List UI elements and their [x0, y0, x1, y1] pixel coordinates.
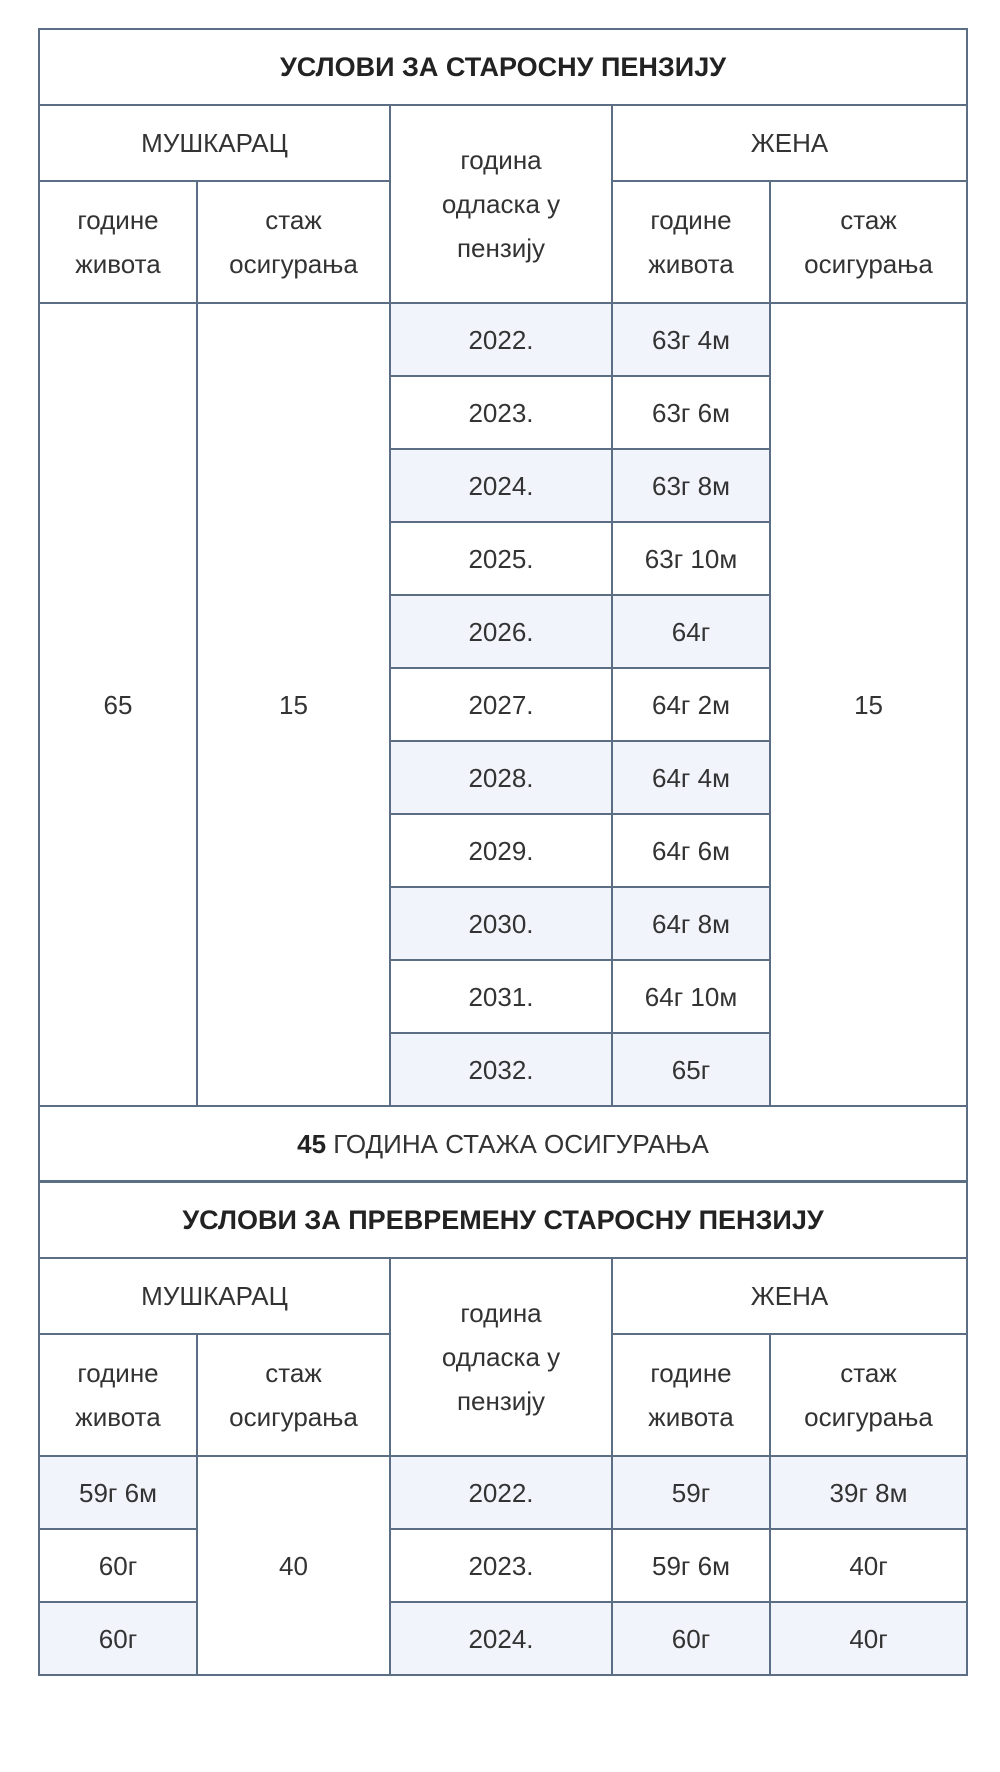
male-service-cell: 40: [197, 1456, 390, 1675]
header-line: године: [77, 1358, 159, 1388]
header-line: живота: [648, 1402, 734, 1432]
retirement-year-header: [390, 105, 612, 303]
female-age-cell: 59г: [612, 1456, 770, 1529]
female-service-header: [770, 181, 967, 303]
year-cell: 2024.: [390, 1602, 612, 1675]
header-line: стаж: [265, 1358, 322, 1388]
header-line: одласка у: [441, 1342, 561, 1372]
year-cell: 2023.: [390, 376, 612, 449]
male-group-header: МУШКАРАЦ: [39, 1258, 390, 1334]
year-cell: 2022.: [390, 303, 612, 376]
header-line: година: [460, 145, 542, 175]
female-age-cell: 63г 8м: [612, 449, 770, 522]
table-title: УСЛОВИ ЗА СТАРОСНУ ПЕНЗИЈУ: [39, 29, 967, 105]
male-age-cell: 60г: [39, 1529, 197, 1602]
male-service-header: [197, 181, 390, 303]
year-cell: 2029.: [390, 814, 612, 887]
male-service-header: [197, 1334, 390, 1456]
male-group-header: МУШКАРАЦ: [39, 105, 390, 181]
year-cell: 2028.: [390, 741, 612, 814]
female-age-cell: 63г 10м: [612, 522, 770, 595]
female-age-cell: 63г 6м: [612, 376, 770, 449]
year-cell: 2025.: [390, 522, 612, 595]
male-service-cell: 15: [197, 303, 390, 1106]
service-years-number: 45: [297, 1128, 327, 1159]
female-group-header: ЖЕНА: [612, 1258, 967, 1334]
header-line: стаж: [265, 205, 322, 235]
female-age-header: [612, 181, 770, 303]
table-title: УСЛОВИ ЗА ПРЕВРЕМЕНУ СТАРОСНУ ПЕНЗИЈУ: [39, 1182, 967, 1258]
header-line: година: [460, 1298, 542, 1328]
year-cell: 2024.: [390, 449, 612, 522]
header-line: године: [77, 205, 159, 235]
female-service-cell: 40г: [770, 1602, 967, 1675]
year-cell: 2030.: [390, 887, 612, 960]
page-content: [38, 28, 966, 1676]
header-line: живота: [648, 249, 734, 279]
retirement-year-header: [390, 1258, 612, 1456]
header-line: пензију: [456, 1386, 546, 1416]
female-age-cell: 64г 10м: [612, 960, 770, 1033]
female-group-header: ЖЕНА: [612, 105, 967, 181]
female-age-header: [612, 1334, 770, 1456]
female-age-cell: 65г: [612, 1033, 770, 1106]
early-pension-table: [38, 1181, 968, 1676]
male-age-header: [39, 1334, 197, 1456]
female-age-cell: 63г 4м: [612, 303, 770, 376]
service-years-text: ГОДИНА СТАЖА ОСИГУРАЊА: [326, 1128, 709, 1159]
year-cell: 2032.: [390, 1033, 612, 1106]
header-line: године: [650, 1358, 732, 1388]
header-line: живота: [75, 249, 161, 279]
header-line: стаж: [840, 205, 897, 235]
header-line: осигурања: [229, 249, 358, 279]
service-years-note: [39, 1106, 967, 1182]
header-line: пензију: [456, 233, 546, 263]
header-line: године: [650, 205, 732, 235]
header-line: осигурања: [229, 1402, 358, 1432]
year-cell: 2022.: [390, 1456, 612, 1529]
year-cell: 2026.: [390, 595, 612, 668]
header-line: живота: [75, 1402, 161, 1432]
female-age-cell: 64г 8м: [612, 887, 770, 960]
female-age-cell: 64г 2м: [612, 668, 770, 741]
male-age-cell: 59г 6м: [39, 1456, 197, 1529]
female-age-cell: 64г: [612, 595, 770, 668]
female-service-cell: 15: [770, 303, 967, 1106]
year-cell: 2027.: [390, 668, 612, 741]
header-line: одласка у: [441, 189, 561, 219]
female-service-cell: 39г 8м: [770, 1456, 967, 1529]
male-age-cell: 60г: [39, 1602, 197, 1675]
header-line: стаж: [840, 1358, 897, 1388]
header-line: осигурања: [804, 249, 933, 279]
year-cell: 2023.: [390, 1529, 612, 1602]
header-line: осигурања: [804, 1402, 933, 1432]
female-service-cell: 40г: [770, 1529, 967, 1602]
female-age-cell: 64г 4м: [612, 741, 770, 814]
female-age-cell: 59г 6м: [612, 1529, 770, 1602]
female-age-cell: 64г 6м: [612, 814, 770, 887]
year-cell: 2031.: [390, 960, 612, 1033]
female-service-header: [770, 1334, 967, 1456]
female-age-cell: 60г: [612, 1602, 770, 1675]
male-age-cell: 65: [39, 303, 197, 1106]
male-age-header: [39, 181, 197, 303]
old-age-pension-table: [38, 28, 968, 1183]
